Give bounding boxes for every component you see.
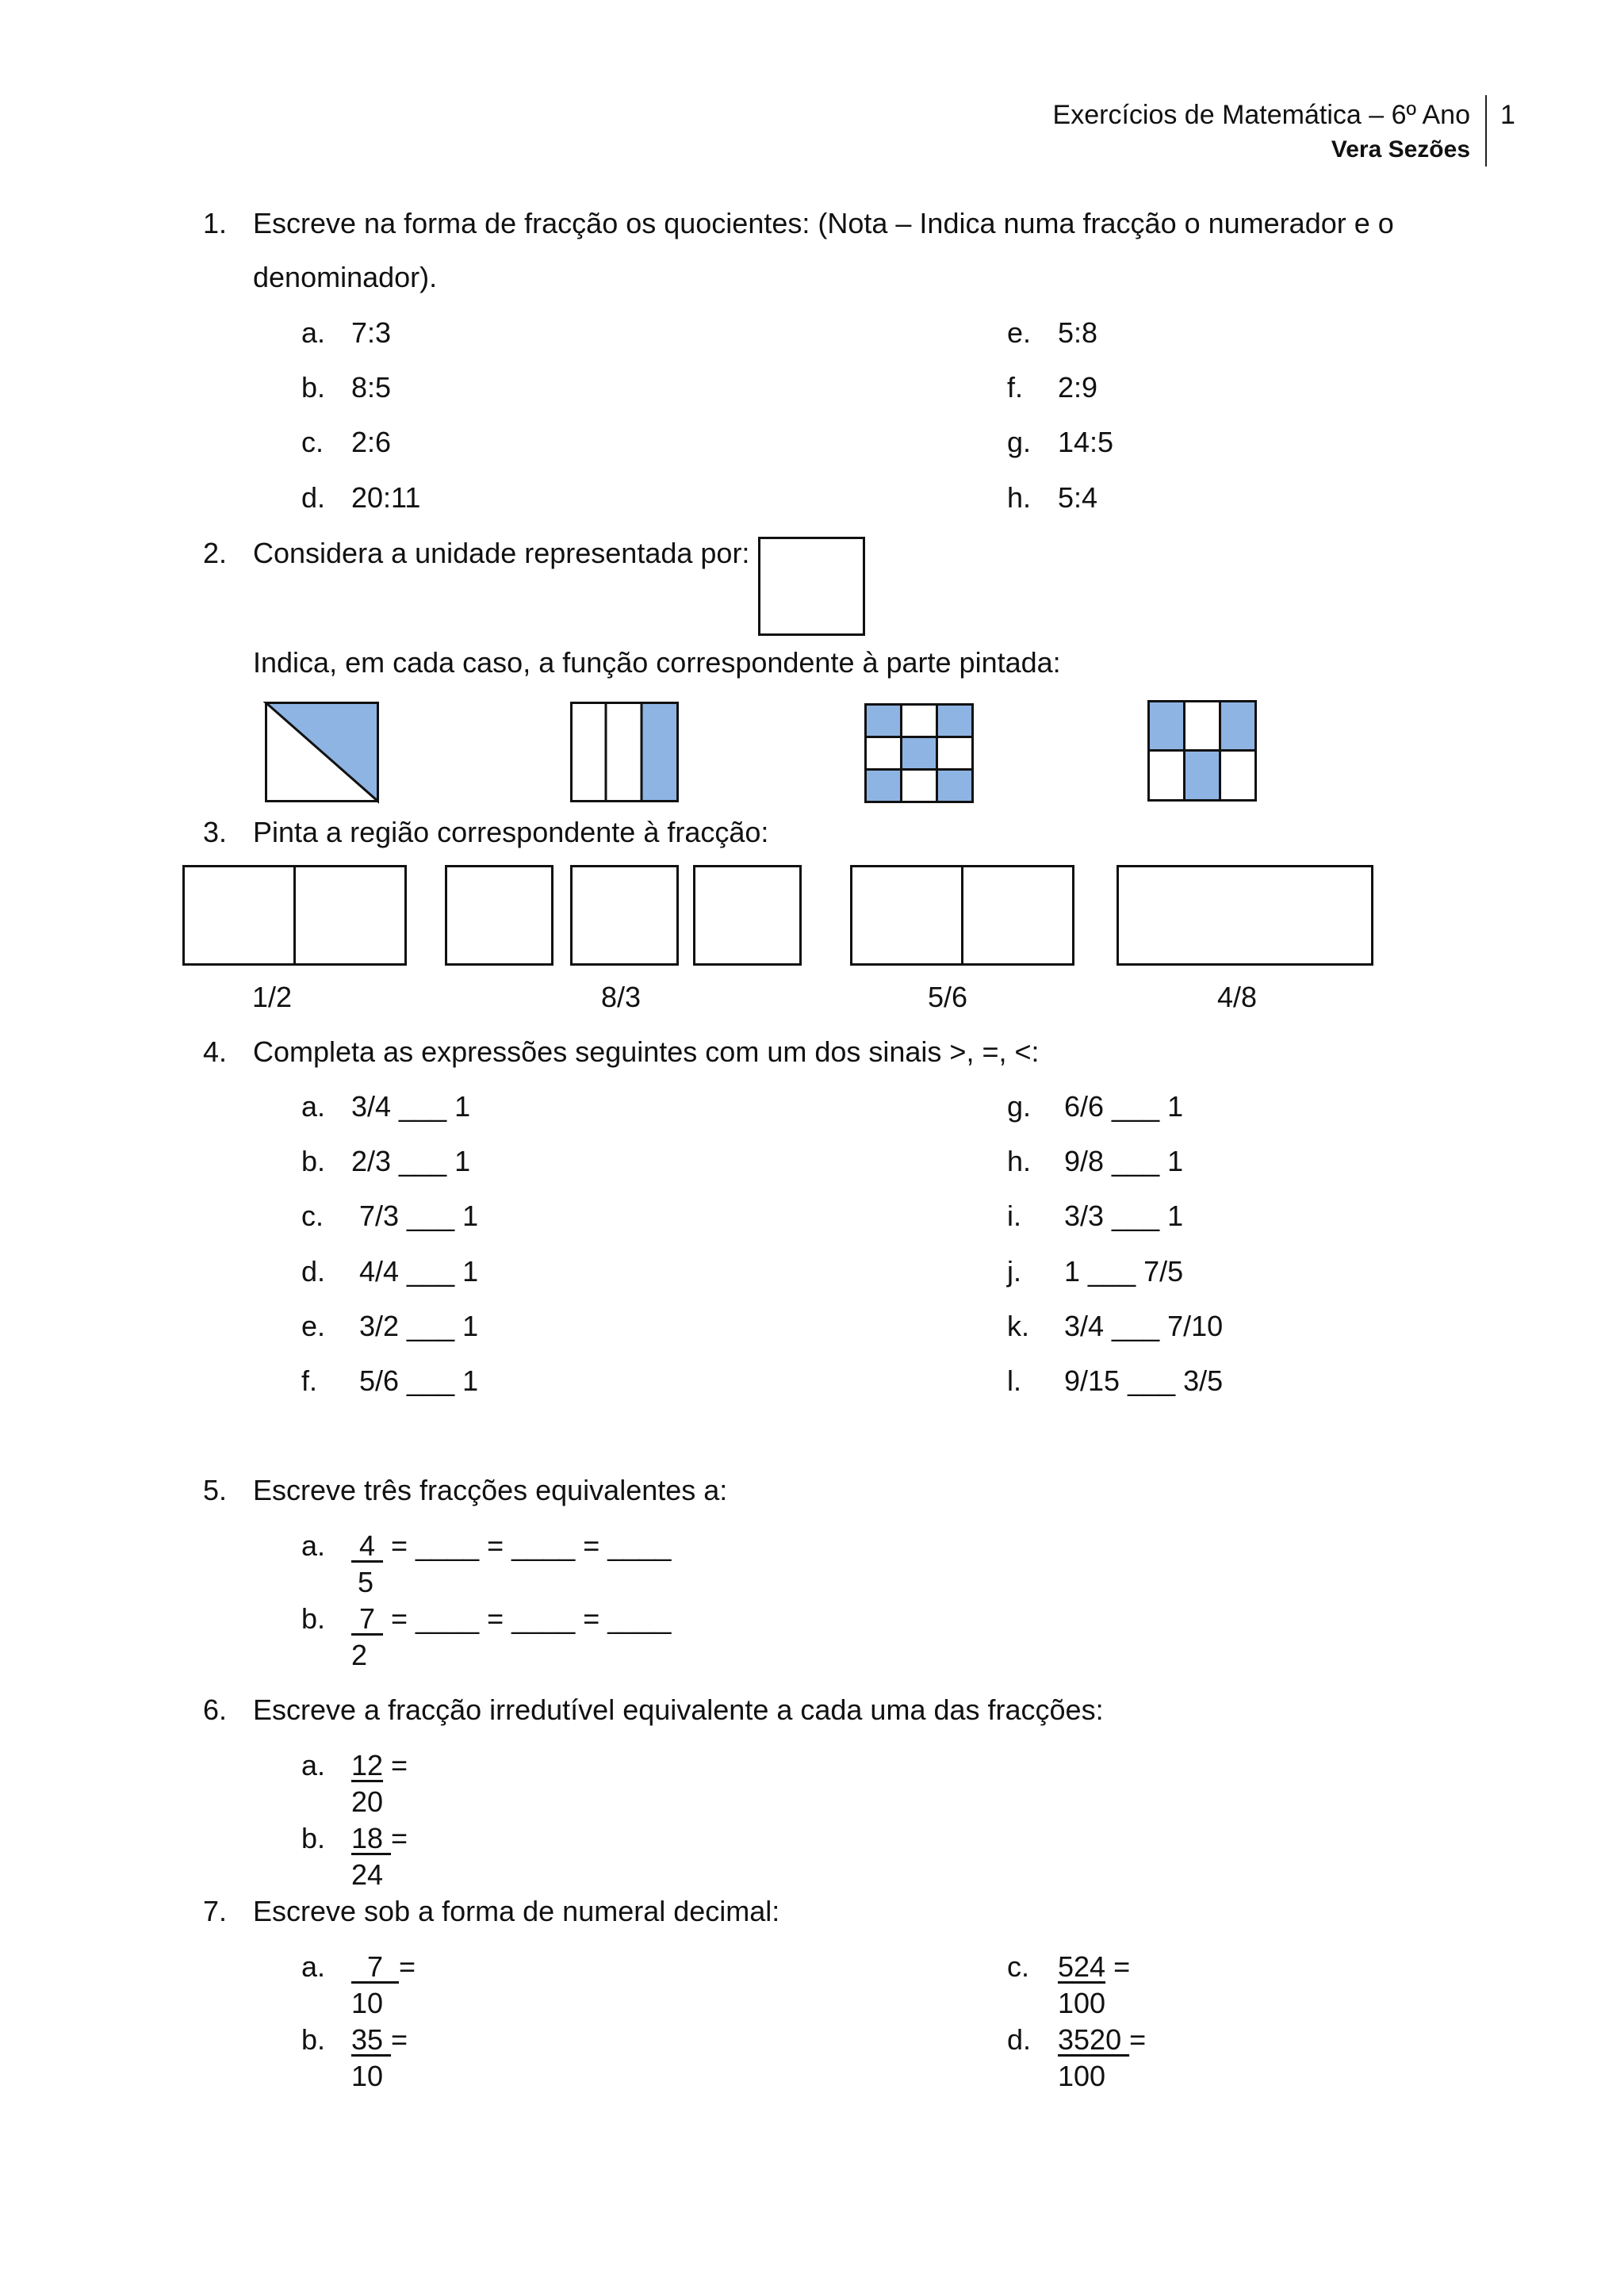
page-number: 1	[1500, 100, 1515, 130]
denominator: 24	[351, 1858, 384, 1891]
q3-text: Pinta a região correspondente à fracção:	[253, 816, 769, 848]
q7-letter: d.	[1007, 2023, 1032, 2056]
q2-text: Considera a unidade representada por:	[253, 537, 750, 569]
rect-halves	[182, 865, 407, 966]
figure-vertical-thirds	[570, 702, 679, 802]
q4-expression: 2/3 ___ 1	[351, 1145, 471, 1177]
numerator: 524	[1058, 1950, 1106, 1983]
q4-expression: 5/6 ___ 1	[351, 1364, 479, 1397]
q7-letter: a.	[301, 1950, 326, 1983]
q6-number: 6.	[203, 1693, 228, 1726]
q4-letter: a.	[301, 1090, 326, 1123]
q1-number: 1.	[203, 207, 228, 239]
fraction-label: 5/6	[928, 981, 968, 1013]
q7-letter: b.	[301, 2023, 326, 2056]
q5-fraction-line	[351, 1602, 672, 1635]
q1-text-cont: denominador).	[253, 261, 438, 293]
q4-expression: 1 ___ 7/5	[1064, 1255, 1184, 1288]
q7-fraction-line	[1058, 1950, 1131, 1983]
rect-halves-2	[850, 865, 1074, 966]
q1-letter: e.	[1007, 316, 1032, 349]
q7-fraction-line	[351, 2023, 408, 2056]
q1-letter: f.	[1007, 371, 1024, 404]
q7-text: Escreve sob a forma de numeral decimal:	[253, 1895, 780, 1927]
numerator: 18	[351, 1822, 392, 1854]
q1-letter: b.	[301, 371, 326, 404]
q1-letter: g.	[1007, 426, 1032, 458]
numerator: 12	[351, 1749, 384, 1781]
figure-triangle-half	[265, 702, 379, 802]
equals: =	[383, 1749, 408, 1781]
q5-text: Escreve três fracções equivalentes a:	[253, 1474, 728, 1506]
figure-grid-3x2	[1147, 700, 1257, 802]
q4-letter: e.	[301, 1310, 326, 1342]
denominator: 100	[1058, 2060, 1106, 2092]
q4-letter: g.	[1007, 1090, 1032, 1123]
numerator: 4	[351, 1529, 384, 1562]
q5-letter: a.	[301, 1529, 326, 1562]
q1-value: 8:5	[351, 371, 392, 404]
denominator: 10	[351, 2060, 384, 2092]
blanks: = ____ = ____ = ____	[383, 1602, 672, 1635]
q1-value: 2:9	[1058, 371, 1098, 404]
unit-square	[758, 537, 865, 636]
q6-fraction-line	[351, 1751, 408, 1780]
q4-letter: b.	[301, 1145, 326, 1177]
fraction-label: 8/3	[601, 981, 642, 1013]
equals: =	[1129, 2023, 1147, 2056]
q4-expression: 3/4 ___ 1	[351, 1090, 471, 1123]
q6-fraction-line	[351, 1824, 408, 1853]
denominator: 20	[351, 1785, 384, 1818]
q2-number: 2.	[203, 537, 228, 569]
q6-letter: b.	[301, 1822, 326, 1854]
fraction-label: 1/2	[252, 981, 293, 1013]
q4-letter: h.	[1007, 1145, 1032, 1177]
numerator: 35	[351, 2023, 392, 2056]
blanks: = ____ = ____ = ____	[383, 1529, 672, 1562]
q5-number: 5.	[203, 1474, 228, 1506]
q3-number: 3.	[203, 816, 228, 848]
numerator: 7	[351, 1602, 384, 1635]
q4-expression: 3/2 ___ 1	[351, 1310, 479, 1342]
q4-text: Completa as expressões seguintes com um dos sinais >, =, <:	[253, 1035, 1040, 1068]
q1-value: 20:11	[351, 481, 421, 514]
header-title: Exercícios de Matemática – 6º Ano	[1052, 100, 1470, 130]
q7-number: 7.	[203, 1895, 228, 1927]
q1-value: 5:4	[1058, 481, 1098, 514]
q4-expression: 9/15 ___ 3/5	[1064, 1364, 1224, 1397]
numerator: 3520	[1058, 2023, 1130, 2056]
denominator: 5	[358, 1566, 374, 1598]
q6-text: Escreve a fracção irredutível equivalente a cada uma das fracções:	[253, 1693, 1104, 1726]
equals: =	[399, 1950, 416, 1983]
q1-text: Escreve na forma de fracção os quocientes: (Nota – Indica numa fracção o numerador e o	[253, 207, 1394, 239]
equals: =	[1105, 1950, 1131, 1983]
q7-fraction-line	[351, 1950, 416, 1983]
q4-expression: 3/3 ___ 1	[1064, 1200, 1184, 1232]
q4-expression: 3/4 ___ 7/10	[1064, 1310, 1224, 1342]
unit-square-2	[570, 865, 679, 966]
q7-fraction-line	[1058, 2023, 1147, 2056]
q4-letter: k.	[1007, 1310, 1030, 1342]
q1-letter: h.	[1007, 481, 1032, 514]
denominator: 2	[351, 1639, 368, 1671]
equals: =	[391, 1822, 408, 1854]
unit-square-1	[445, 865, 553, 966]
q4-letter: f.	[301, 1364, 318, 1397]
q4-expression: 6/6 ___ 1	[1064, 1090, 1184, 1123]
q1-letter: a.	[301, 316, 326, 349]
q1-value: 14:5	[1058, 426, 1114, 458]
q4-expression: 9/8 ___ 1	[1064, 1145, 1184, 1177]
denominator: 100	[1058, 1987, 1106, 2019]
q1-value: 7:3	[351, 316, 392, 349]
rect-whole	[1116, 865, 1373, 966]
equals: =	[391, 2023, 408, 2056]
header-divider	[1485, 95, 1487, 166]
unit-square-3	[693, 865, 802, 966]
figure-grid-3x3	[864, 703, 974, 803]
q5-fraction-line	[351, 1529, 672, 1562]
q4-letter: l.	[1007, 1364, 1021, 1397]
q4-letter: i.	[1007, 1200, 1021, 1232]
q4-letter: j.	[1007, 1255, 1021, 1288]
fraction-label: 4/8	[1217, 981, 1258, 1013]
numerator: 7	[351, 1950, 400, 1983]
q4-expression: 4/4 ___ 1	[351, 1255, 479, 1288]
q4-expression: 7/3 ___ 1	[351, 1200, 479, 1232]
q1-value: 2:6	[351, 426, 392, 458]
q4-letter: d.	[301, 1255, 326, 1288]
q6-letter: a.	[301, 1749, 326, 1781]
q7-letter: c.	[1007, 1950, 1030, 1983]
q5-letter: b.	[301, 1602, 326, 1635]
q2-instruction: Indica, em cada caso, a função correspondente à parte pintada:	[253, 646, 1061, 679]
q4-number: 4.	[203, 1035, 228, 1068]
q1-value: 5:8	[1058, 316, 1098, 349]
q1-letter: c.	[301, 426, 324, 458]
q4-letter: c.	[301, 1200, 324, 1232]
q1-letter: d.	[301, 481, 326, 514]
denominator: 10	[351, 1987, 384, 2019]
header-author: Vera Sezões	[1331, 136, 1470, 163]
